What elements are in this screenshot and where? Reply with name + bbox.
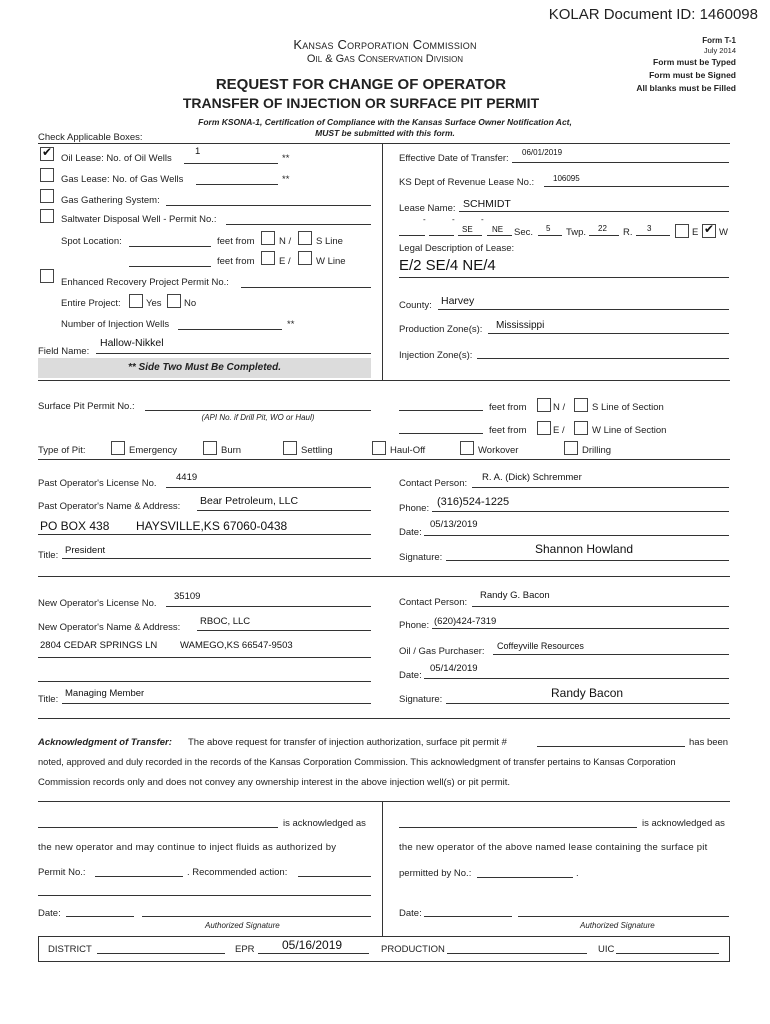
district-label: DISTRICT <box>48 944 92 955</box>
past-signature-field[interactable] <box>446 560 729 561</box>
quarter4-field[interactable] <box>487 235 512 236</box>
past-name-label: Past Operator's Name & Address: <box>38 501 181 512</box>
new-signature-label: Signature: <box>399 694 443 705</box>
form-typed-note: Form must be Typed <box>653 57 736 67</box>
left-date-label: Date: <box>38 908 61 919</box>
sec-label: Sec. <box>514 227 534 238</box>
production-zone-field[interactable] <box>488 333 729 334</box>
south-checkbox[interactable] <box>298 231 312 245</box>
pit-type-emergency-checkbox[interactable] <box>111 441 125 455</box>
spot-location-label: Spot Location: <box>61 236 122 247</box>
new-name-field[interactable] <box>197 630 371 631</box>
pit-type-drilling-label: Drilling <box>582 445 612 456</box>
injection-wells-field[interactable] <box>178 329 282 330</box>
side-two-notice: ** Side Two Must Be Completed. <box>128 362 281 373</box>
sec-field[interactable] <box>538 235 562 236</box>
past-contact-field[interactable] <box>472 487 729 488</box>
right-authorized-signature: Authorized Signature <box>580 921 655 930</box>
quarter1-field[interactable] <box>399 235 425 236</box>
pit-type-workover-checkbox[interactable] <box>460 441 474 455</box>
recommended-action-field-2[interactable] <box>38 895 371 896</box>
east-label: E / <box>279 256 291 267</box>
past-license-label: Past Operator's License No. <box>38 478 157 489</box>
legal-description-label: Legal Description of Lease: <box>399 243 515 254</box>
recommended-action-field[interactable] <box>298 876 371 877</box>
twp-label: Twp. <box>566 227 587 238</box>
eor-checkbox[interactable] <box>40 269 54 283</box>
new-name-value: RBOC, LLC <box>200 616 251 627</box>
new-contact-label: Contact Person: <box>399 597 468 608</box>
field-name-value: Hallow-Nikkel <box>100 337 164 349</box>
permitted-by-field[interactable] <box>477 877 573 878</box>
new-signature-field[interactable] <box>446 703 729 704</box>
gas-lease-checkbox[interactable] <box>40 168 54 182</box>
past-contact-value: R. A. (Dick) Schremmer <box>482 472 582 483</box>
agency-name: Kansas Corporation Commission <box>293 37 477 52</box>
pit-type-haul-off-checkbox[interactable] <box>372 441 386 455</box>
production-zone-value: Mississippi <box>496 320 545 331</box>
recommended-action-label: . Recommended action: <box>187 867 288 878</box>
section-divider <box>38 801 730 802</box>
production-zone-label: Production Zone(s): <box>399 324 483 335</box>
past-license-value: 4419 <box>176 472 198 483</box>
purchaser-label: Oil / Gas Purchaser: <box>399 646 485 657</box>
past-signature-value: Shannon Howland <box>535 542 634 556</box>
new-signature-value: Randy Bacon <box>551 686 624 700</box>
epr-label: EPR <box>235 944 255 955</box>
quarter4-value: NE <box>492 225 504 234</box>
twp-value: 22 <box>598 224 607 233</box>
surface-pit-label: Surface Pit Permit No.: <box>38 401 135 412</box>
column-divider <box>382 801 383 936</box>
api-note: (API No. if Drill Pit, WO or Haul) <box>201 413 315 422</box>
spot-ew-feet-field[interactable] <box>129 266 211 267</box>
pit-ew-feet-field[interactable] <box>399 433 483 434</box>
left-ack-field[interactable] <box>38 827 278 828</box>
pit-east-checkbox[interactable] <box>537 421 551 435</box>
past-title-value: President <box>65 545 106 556</box>
new-address-line1: 2804 CEDAR SPRINGS LN <box>40 640 158 651</box>
east-checkbox[interactable] <box>261 251 275 265</box>
acknowledgment-text-end: has been <box>689 737 729 748</box>
legal-description-value: E/2 SE/4 NE/4 <box>399 257 496 274</box>
past-title-label: Title: <box>38 550 59 561</box>
county-label: County: <box>399 300 432 311</box>
range-east-checkbox[interactable] <box>675 224 689 238</box>
effective-date-field[interactable] <box>512 162 729 163</box>
quarter2-field[interactable] <box>429 235 454 236</box>
production-field[interactable] <box>447 953 587 954</box>
past-name-field[interactable] <box>197 510 371 511</box>
past-address-field[interactable] <box>38 534 371 535</box>
section-divider <box>38 718 730 719</box>
pit-type-settling-label: Settling <box>301 445 333 456</box>
legal-description-field[interactable] <box>399 277 729 278</box>
feet-from-label: feet from <box>489 402 527 413</box>
form-date: July 2014 <box>703 46 736 55</box>
lease-name-label: Lease Name: <box>399 203 456 214</box>
eor-label: Enhanced Recovery Project Permit No.: <box>61 277 229 288</box>
production-label: PRODUCTION <box>381 944 445 955</box>
pit-west-checkbox[interactable] <box>574 421 588 435</box>
new-contact-value: Randy G. Bacon <box>480 590 550 601</box>
twp-field[interactable] <box>589 235 619 236</box>
feet-from-label: feet from <box>217 256 255 267</box>
pit-type-burn-label: Burn <box>221 445 242 456</box>
past-date-label: Date: <box>399 527 422 538</box>
uic-label: UIC <box>598 944 615 955</box>
range-value: 3 <box>647 224 652 233</box>
quarter-dash: - <box>452 215 455 224</box>
new-address-line2: WAMEGO,KS 66547-9503 <box>180 640 293 651</box>
lease-name-value: SCHMIDT <box>463 198 511 210</box>
swd-checkbox[interactable] <box>40 209 54 223</box>
past-address-line1: PO BOX 438 <box>40 519 110 533</box>
county-value: Harvey <box>441 295 475 307</box>
field-name-field[interactable] <box>96 353 371 354</box>
check-boxes-label: Check Applicable Boxes: <box>38 132 143 143</box>
west-line-label: W Line <box>316 256 346 267</box>
effective-date-value: 06/01/2019 <box>522 148 563 157</box>
permitted-by-label: permitted by No.: <box>399 868 472 879</box>
form-title-line2: TRANSFER OF INJECTION OR SURFACE PIT PERMIT <box>182 95 540 111</box>
purchaser-value: Coffeyville Resources <box>497 641 584 651</box>
past-date-field[interactable] <box>424 535 729 536</box>
past-contact-label: Contact Person: <box>399 478 468 489</box>
new-title-label: Title: <box>38 694 59 705</box>
pit-type-workover-label: Workover <box>478 445 519 456</box>
pit-type-haul-off-label: Haul-Off <box>390 445 426 456</box>
oil-wells-field[interactable] <box>184 163 278 164</box>
new-license-field[interactable] <box>166 606 371 607</box>
north-label: N / <box>279 236 292 247</box>
past-title-field[interactable] <box>62 558 371 559</box>
new-title-value: Managing Member <box>65 688 145 699</box>
entire-project-label: Entire Project: <box>61 298 121 309</box>
district-field[interactable] <box>97 953 225 954</box>
swd-label: Saltwater Disposal Well - Permit No.: <box>61 214 217 225</box>
gas-wells-field[interactable] <box>196 184 278 185</box>
injection-wells-label: Number of Injection Wells <box>61 319 170 330</box>
past-phone-field[interactable] <box>432 511 729 512</box>
pit-type-emergency-label: Emergency <box>129 445 178 456</box>
new-address-field-2[interactable] <box>38 681 371 682</box>
right-date-field[interactable] <box>424 916 512 917</box>
past-signature-label: Signature: <box>399 552 443 563</box>
past-phone-value: (316)524-1225 <box>437 496 510 508</box>
past-license-field[interactable] <box>166 487 371 488</box>
required-star: ** <box>282 174 290 185</box>
pit-permit-field[interactable] <box>537 746 685 747</box>
sec-value: 5 <box>546 224 551 233</box>
north-label: N / <box>553 402 566 413</box>
eor-permit-field[interactable] <box>241 287 371 288</box>
section-divider <box>38 576 730 577</box>
entire-project-no-checkbox[interactable] <box>167 294 181 308</box>
pit-ns-feet-field[interactable] <box>399 410 483 411</box>
north-checkbox[interactable] <box>261 231 275 245</box>
form-signed-note: Form must be Signed <box>649 70 736 80</box>
left-signature-field[interactable] <box>142 916 371 917</box>
new-address-field[interactable] <box>38 657 371 658</box>
ksona-note-2: MUST be submitted with this form. <box>315 128 455 138</box>
ks-dept-field[interactable] <box>544 186 729 187</box>
field-name-label: Field Name: <box>38 346 90 357</box>
left-ack-text: the new operator and may continue to inject fluids as authorized by <box>38 842 337 853</box>
new-name-label: New Operator's Name & Address: <box>38 622 181 633</box>
form-number: Form T-1 <box>702 36 736 45</box>
required-star: ** <box>282 153 290 164</box>
effective-date-label: Effective Date of Transfer: <box>399 153 509 164</box>
permit-no-label: Permit No.: <box>38 867 86 878</box>
form-blanks-note: All blanks must be Filled <box>636 83 736 93</box>
feet-from-label: feet from <box>217 236 255 247</box>
swd-permit-field[interactable] <box>226 224 371 225</box>
quarter3-field[interactable] <box>458 235 482 236</box>
epr-field[interactable] <box>258 953 369 954</box>
acknowledgment-text-2: noted, approved and duly recorded in the records of the Kansas Corporation Commission. This acknowledgment of transfer pertains to Kansas Corporation <box>38 757 676 767</box>
entire-project-yes-checkbox[interactable] <box>129 294 143 308</box>
purchaser-field[interactable] <box>493 654 729 655</box>
gas-lease-label: Gas Lease: No. of Gas Wells <box>61 174 184 185</box>
pit-type-settling-checkbox[interactable] <box>283 441 297 455</box>
is-acknowledged-label: is acknowledged as <box>283 818 366 829</box>
acknowledgment-text: The above request for transfer of injection authorization, surface pit permit # <box>188 737 507 748</box>
ks-dept-label: KS Dept of Revenue Lease No.: <box>399 177 535 188</box>
is-acknowledged-label: is acknowledged as <box>642 818 725 829</box>
past-date-value: 05/13/2019 <box>430 519 478 530</box>
quarter3-value: SE <box>462 225 473 234</box>
form-title-line1: REQUEST FOR CHANGE OF OPERATOR <box>215 76 507 93</box>
injection-zone-field[interactable] <box>477 358 729 359</box>
yes-label: Yes <box>146 298 162 309</box>
quarter-dash: - <box>481 215 484 224</box>
new-phone-label: Phone: <box>399 620 430 631</box>
new-contact-field[interactable] <box>472 606 729 607</box>
range-field[interactable] <box>636 235 670 236</box>
left-date-field[interactable] <box>66 916 134 917</box>
lease-name-field[interactable] <box>459 211 729 212</box>
pit-south-checkbox[interactable] <box>574 398 588 412</box>
past-address-line2: HAYSVILLE,KS 67060-0438 <box>136 519 288 533</box>
new-license-value: 35109 <box>174 591 201 602</box>
west-line-label: W Line of Section <box>592 425 667 436</box>
right-ack-field[interactable] <box>399 827 637 828</box>
section-divider <box>38 459 730 460</box>
new-phone-field[interactable] <box>432 628 729 629</box>
epr-date-value: 05/16/2019 <box>282 938 343 952</box>
section-divider <box>38 143 730 144</box>
column-divider <box>382 143 383 380</box>
oil-wells-value: 1 <box>195 146 201 157</box>
east-label: E / <box>553 425 565 436</box>
pit-type-drilling-checkbox[interactable] <box>564 441 578 455</box>
ks-dept-value: 106095 <box>553 174 580 183</box>
oil-lease-checkbox[interactable] <box>40 147 54 161</box>
right-signature-field[interactable] <box>518 916 729 917</box>
uic-field[interactable] <box>616 953 719 954</box>
surface-pit-field[interactable] <box>145 410 371 411</box>
new-license-label: New Operator's License No. <box>38 598 157 609</box>
period: . <box>576 868 579 879</box>
section-divider <box>38 380 730 381</box>
east-label: E <box>692 227 699 238</box>
past-name-value: Bear Petroleum, LLC <box>200 495 299 507</box>
west-label: W <box>719 227 728 238</box>
acknowledgment-heading: Acknowledgment of Transfer: <box>38 737 172 748</box>
oil-lease-label: Oil Lease: No. of Oil Wells <box>61 153 172 164</box>
pit-north-checkbox[interactable] <box>537 398 551 412</box>
ksona-note: Form KSONA-1, Certification of Compliance with the Kansas Surface Owner Notification Act, <box>198 117 572 127</box>
south-line-label: S Line <box>316 236 343 247</box>
permit-no-field[interactable] <box>95 876 183 877</box>
gas-gathering-label: Gas Gathering System: <box>61 195 160 206</box>
new-date-label: Date: <box>399 670 422 681</box>
pit-type-label: Type of Pit: <box>38 445 86 456</box>
division-name: Oil & Gas Conservation Division <box>306 53 464 65</box>
gas-gathering-field[interactable] <box>166 205 371 206</box>
right-date-label: Date: <box>399 908 422 919</box>
new-date-field[interactable] <box>424 678 729 679</box>
required-star: ** <box>287 319 295 330</box>
left-authorized-signature: Authorized Signature <box>205 921 280 930</box>
new-date-value: 05/14/2019 <box>430 663 478 674</box>
pit-type-burn-checkbox[interactable] <box>203 441 217 455</box>
new-phone-value: (620)424-7319 <box>434 616 497 627</box>
feet-from-label: feet from <box>489 425 527 436</box>
past-phone-label: Phone: <box>399 503 430 514</box>
acknowledgment-text-3: Commission records only and does not convey any ownership interest in the above injection well(s) or pit permit. <box>38 777 511 788</box>
right-ack-text: the new operator of the above named lease containing the surface pit <box>399 842 708 853</box>
west-checkbox[interactable] <box>298 251 312 265</box>
county-field[interactable] <box>438 309 729 310</box>
south-line-label: S Line of Section <box>592 402 664 413</box>
new-title-field[interactable] <box>62 703 371 704</box>
document-id: KOLAR Document ID: 1460098 <box>548 6 758 23</box>
spot-ns-feet-field[interactable] <box>129 246 211 247</box>
quarter-dash: - <box>423 215 426 224</box>
gas-gathering-checkbox[interactable] <box>40 189 54 203</box>
range-west-checkbox[interactable] <box>702 224 716 238</box>
no-label: No <box>184 298 197 309</box>
injection-zone-label: Injection Zone(s): <box>399 350 473 361</box>
range-label: R. <box>623 227 633 238</box>
